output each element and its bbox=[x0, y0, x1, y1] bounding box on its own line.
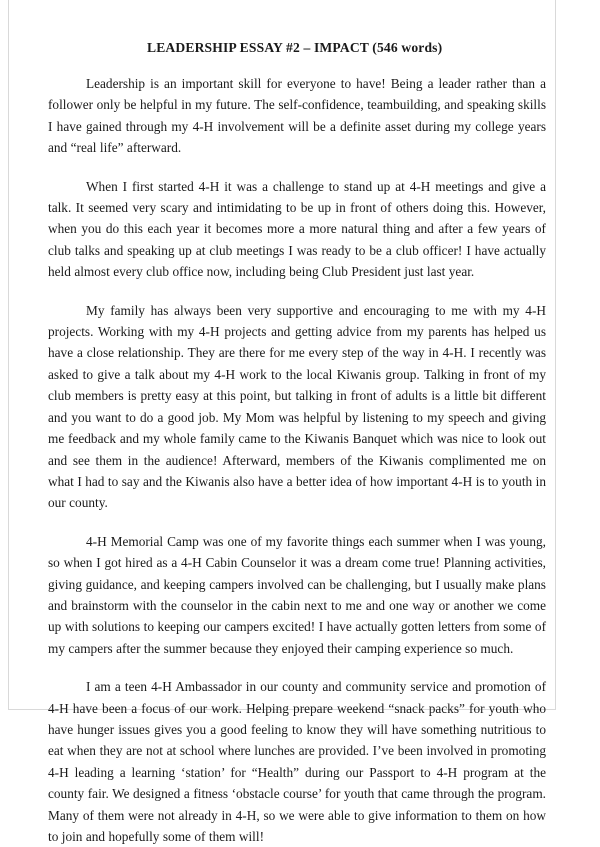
document-body bbox=[48, 40, 546, 847]
essay-paragraph-3: My family has always been very supportive and encouraging to me with my 4-H projects. Working with my 4-H projects and getting advice from my parents has helped us have a close relationship. They are there for me every step of the way in 4-H. I recently was asked to give a talk about my 4-H work to the local Kiwanis group. Talking in front of my club members is pretty easy at this point, but talking in front of adults is a little bit different and you want to do a good job. My Mom was helpful by listening to my speech and giving me feedback and my whole family came to the Kiwanis Banquet which was nice to look out and see them in the audience! Afterward, members of the Kiwanis complimented me on what I had to say and the Kiwanis also have a better idea of how important 4-H is to youth in our county. bbox=[48, 302, 546, 511]
essay-paragraph-2: When I first started 4-H it was a challenge to stand up at 4-H meetings and give a talk. It seemed very scary and intimidating to be up in front of others doing this. However, when you do this each year it becomes more a more natural thing and after a few years of club talks and speaking up at club meetings I was ready to be a club officer! I have actually held almost every club office now, including being Club President just last year. bbox=[48, 178, 546, 280]
essay-title: LEADERSHIP ESSAY #2 – IMPACT (546 words) bbox=[147, 40, 443, 55]
essay-paragraph-4: 4-H Memorial Camp was one of my favorite things each summer when I was young, so when I got hired as a 4-H Cabin Counselor it was a dream come true! Planning activities, giving guidance, and keeping campers involved can be challenging, but I usually make plans and brainstorm with the counselor in the cabin next to me and one way or another we come up with solutions to keeping our campers excited! I have actually gotten letters from some of my campers after the summer because they enjoyed their camping experience so much. bbox=[48, 533, 546, 656]
essay-paragraph-1: Leadership is an important skill for everyone to have! Being a leader rather than a follower only be helpful in my future. The self-confidence, teambuilding, and speaking skills I have gained through my 4-H involvement will be a definite asset during my college years and “real life” afterward. bbox=[48, 76, 546, 156]
essay-paragraph-5: I am a teen 4-H Ambassador in our county and community service and promotion of 4-H have been a focus of our work. Helping prepare weekend “snack packs” for youth who have hunger issues gives you a good feeling to know they will have something nutritious to eat when they are not at school where lunches are provided. I’ve been involved in promoting 4-H leading a learning ‘station’ for “Health” during our Passport to 4-H program at the county fair. We designed a fitness ‘obstacle course’ for youth that came through the program. Many of them were not already in 4-H, so we were able to give information to them on how to join and hopefully some of them will! bbox=[48, 679, 546, 844]
